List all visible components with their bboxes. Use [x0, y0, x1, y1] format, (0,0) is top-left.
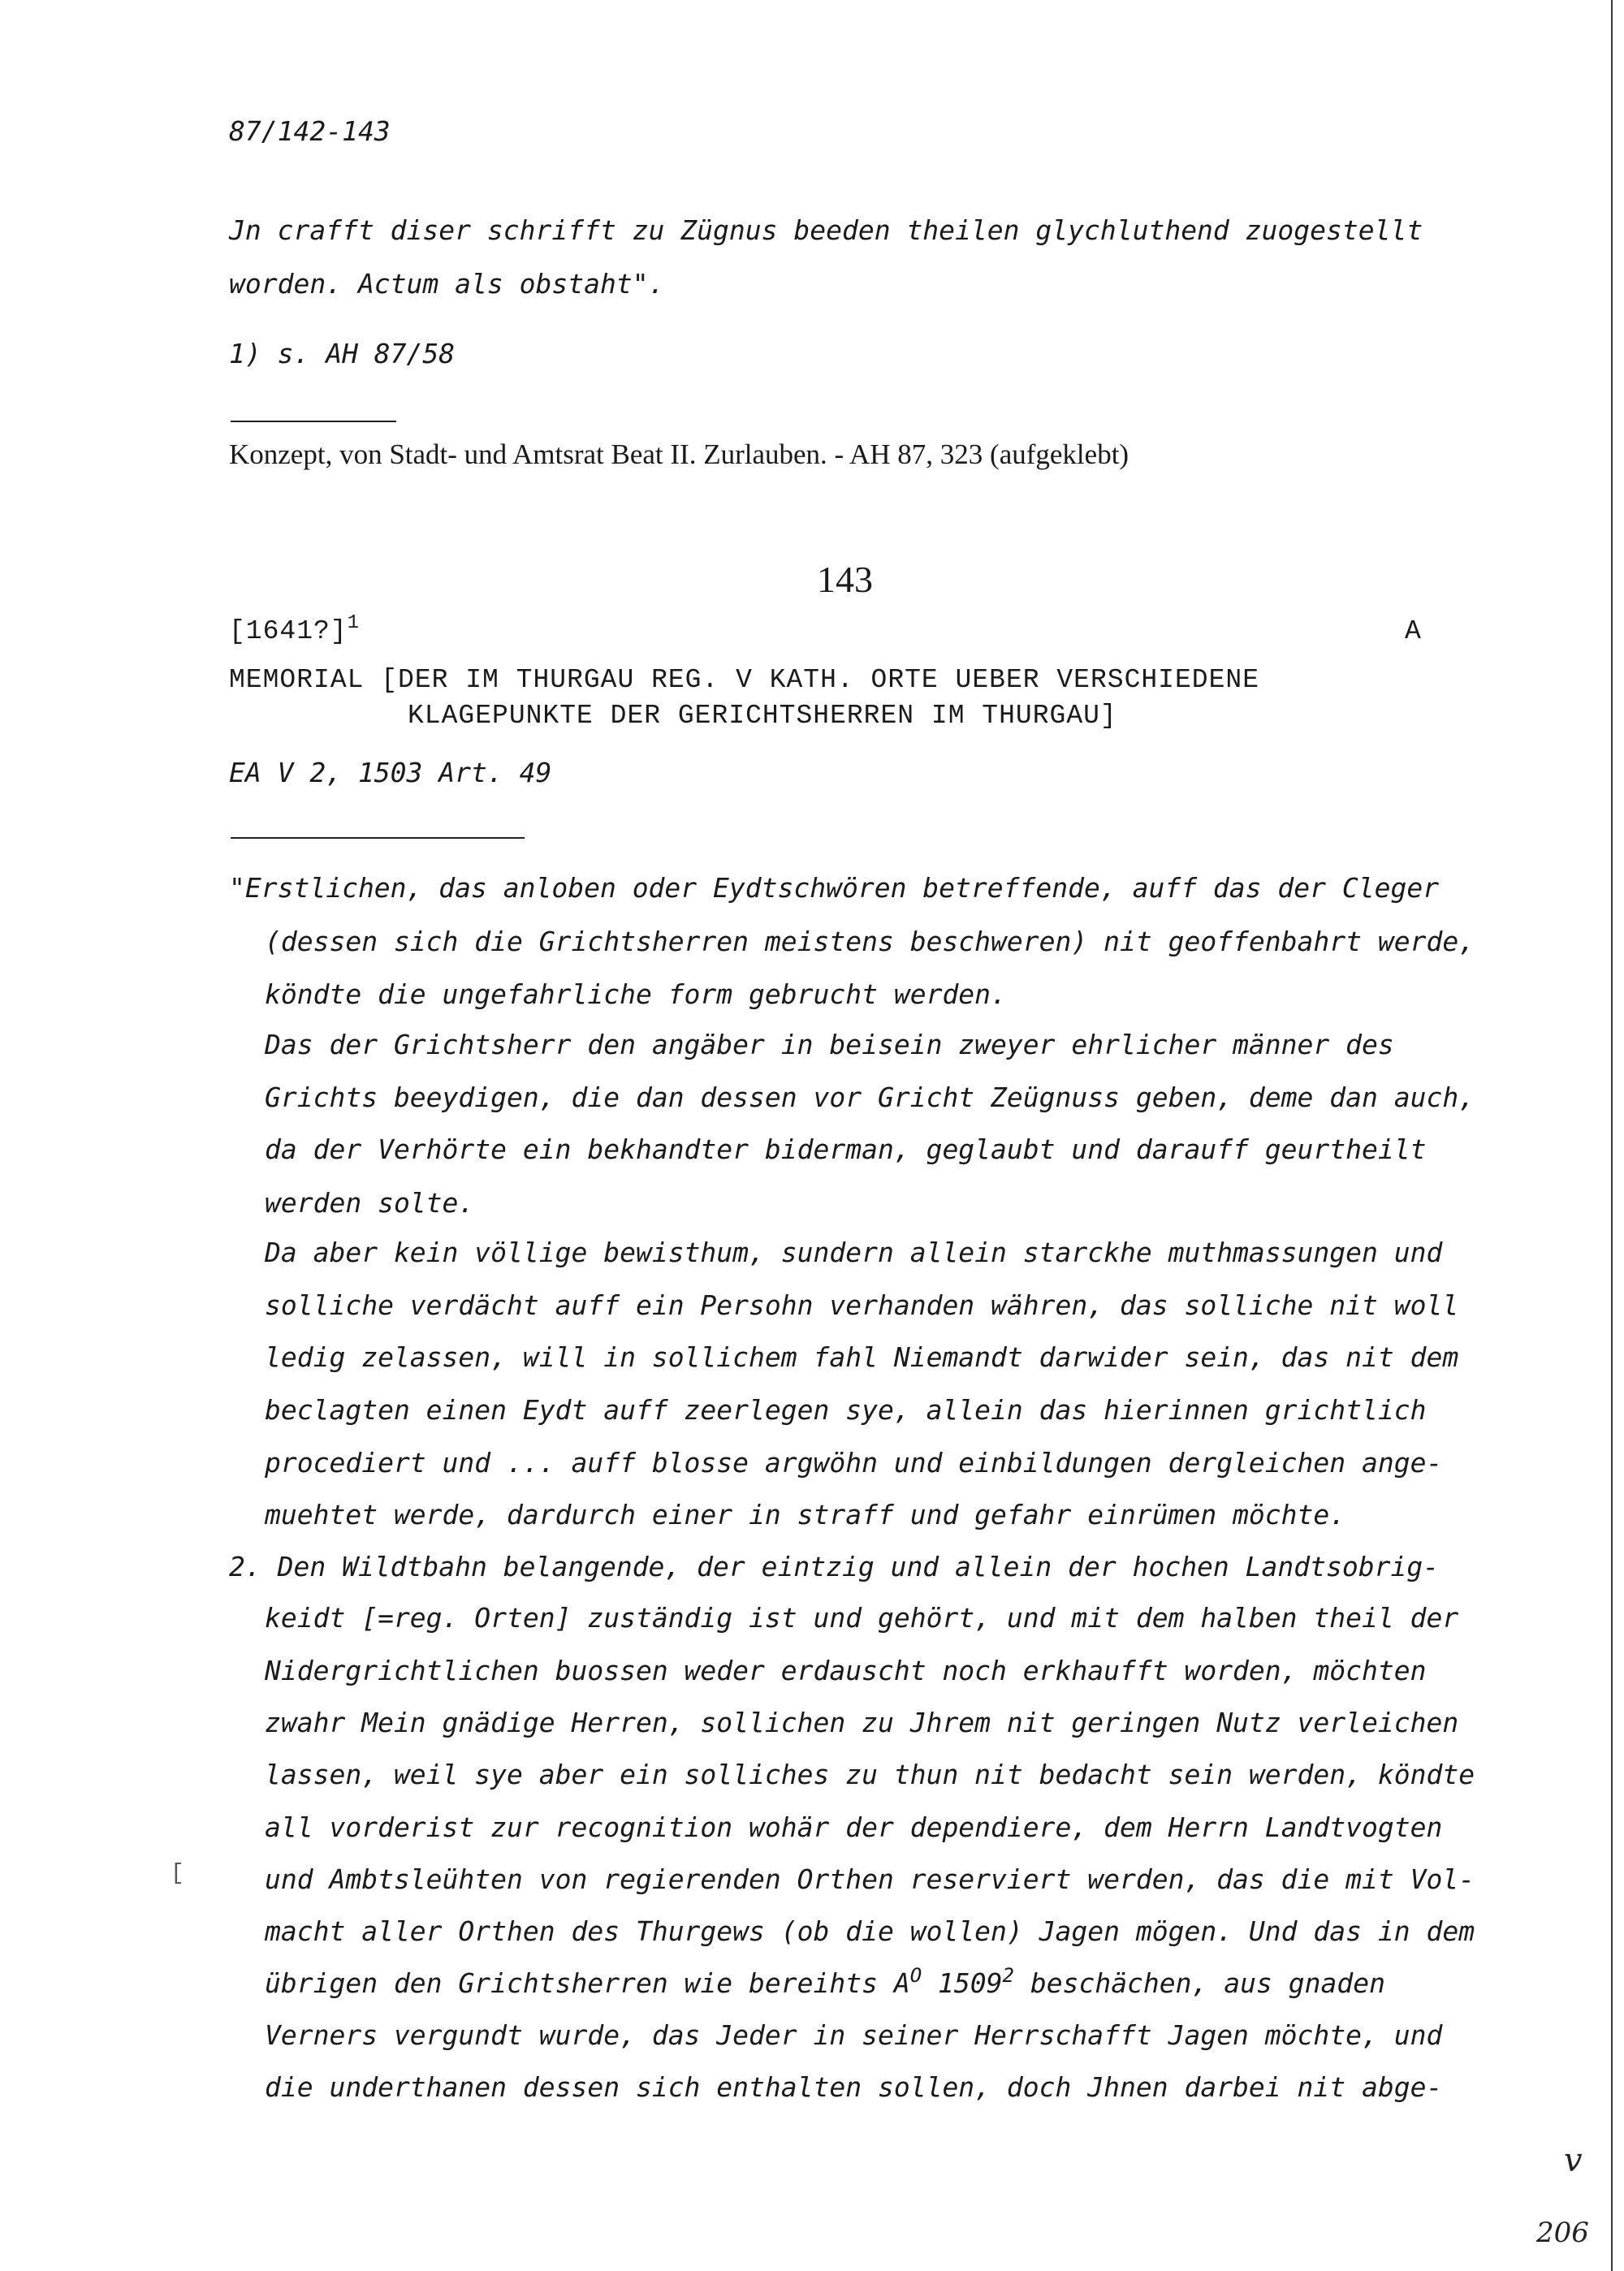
body-line: zwahr Mein gnädige Herren, sollichen zu Jhrem nit geringen Nutz verleichen [265, 1707, 1459, 1738]
body-line: "Erstlichen, das anloben oder Eydtschwören betreffende, auff das der Cleger [229, 872, 1440, 904]
body-line: Da aber kein völlige bewisthum, sundern allein starckhe muthmassungen und [265, 1237, 1443, 1268]
body-line: lassen, weil sye aber ein solliches zu thun nit bedacht sein werden, köndte [265, 1759, 1475, 1790]
body-line: solliche verdächt auff ein Persohn verhanden währen, das solliche nit woll [265, 1289, 1459, 1321]
body-line: da der Verhörte ein bekhandter biderman, geglaubt und darauff geurtheilt [265, 1133, 1427, 1165]
document-title-line-2: KLAGEPUNKTE DER GERICHTSHERREN IM THURGAU] [408, 701, 1117, 731]
margin-mark: [ [171, 1861, 184, 1886]
body-line: procediert und ... auff blosse argwöhn und einbildungen dergleichen ange- [265, 1447, 1443, 1479]
body-line: Nidergrichtlichen buossen weder erdauscht noch erkhaufft worden, möchten [265, 1655, 1427, 1686]
body-line: ledig zelassen, will in sollichem fahl Niemandt darwider sein, das nit dem [265, 1341, 1459, 1373]
check-mark: v [1564, 2142, 1583, 2179]
footnote-rule [231, 421, 396, 422]
body-line: die underthanen dessen sich enthalten sollen, doch Jhnen darbei nit abge- [265, 2071, 1443, 2103]
source-note: Konzept, von Stadt- und Amtsrat Beat II. Zurlauben. - AH 87, 323 (aufgeklebt) [229, 438, 1129, 470]
prev-text-line-1: Jn crafft diser schrifft zu Zügnus beeden theilen glychluthend zuogestellt [229, 214, 1423, 246]
body-line: (dessen sich die Grichtsherren meistens beschweren) nit geoffenbahrt werde, [265, 926, 1475, 957]
body-line: und Ambtsleühten von regierenden Orthen reserviert werden, das die mit Vol- [265, 1863, 1475, 1895]
body-line: köndte die ungefahrliche form gebrucht werden. [265, 978, 1007, 1010]
page-edge [1611, 0, 1613, 2271]
section-rule [231, 837, 525, 839]
body-line: Das der Grichtsherr den angäber in beisein zweyer ehrlicher männer des [265, 1029, 1394, 1060]
document-date: [1641?]$^1$ [229, 612, 361, 646]
prev-text-line-2: worden. Actum als obstaht". [229, 268, 665, 300]
body-line: keidt [=reg. Orten] zuständig ist und gehört, und mit dem halben theil der [265, 1602, 1459, 1634]
body-line: macht aller Orthen des Thurgews (ob die wollen) Jagen mögen. Und das in dem [265, 1915, 1475, 1947]
document-number: 143 [817, 559, 873, 600]
body-line: werden solte. [265, 1187, 475, 1219]
body-line: muehtet werde, dardurch einer in straff und gefahr einrümen möchte. [265, 1499, 1346, 1531]
footnote: 1) s. AH 87/58 [229, 338, 456, 369]
body-line: Verners vergundt wurde, das Jeder in seiner Herrschafft Jagen möchte, und [265, 2019, 1443, 2051]
body-line-anno: übrigen den Grichtsherren wie bereihts $A^O$ 1509$^2$ beschächen, aus gnaden [265, 1964, 1385, 1999]
body-line: all vorderist zur recognition wohär der dependiere, dem Herrn Landtvogten [265, 1811, 1443, 1843]
reference-header: 87/142-143 [229, 115, 391, 147]
document-letter: A [1405, 616, 1422, 646]
body-line: beclagten einen Eydt auff zeerlegen sye, allein das hierinnen grichtlich [265, 1394, 1427, 1426]
handwritten-page-number: 206 [1536, 2217, 1589, 2249]
body-line: 2. Den Wildtbahn belangende, der eintzig und allein der hochen Landtsobrig- [229, 1551, 1440, 1582]
body-line: Grichts beeydigen, die dan dessen vor Gricht Zeügnuss geben, deme dan auch, [265, 1082, 1475, 1113]
document-title-line-1: MEMORIAL [DER IM THURGAU REG. V KATH. ORTE UEBER VERSCHIEDENE [229, 665, 1259, 695]
edition-reference: EA V 2, 1503 Art. 49 [229, 757, 552, 788]
